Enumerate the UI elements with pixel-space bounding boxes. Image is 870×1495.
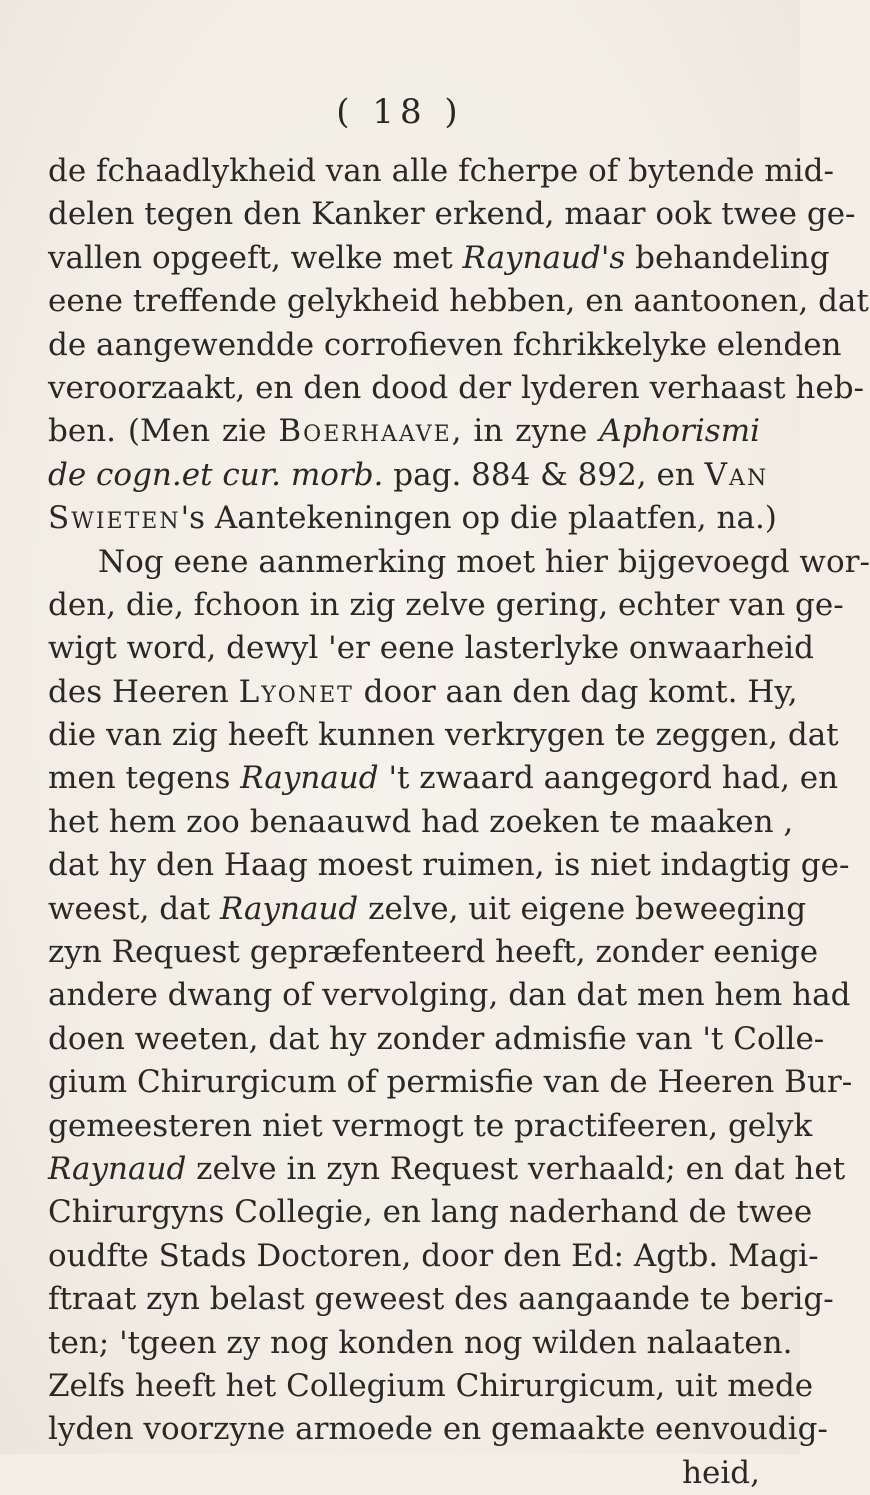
text-segment: ftraat zyn belast geweest des aangaande te berig- [48, 1281, 834, 1318]
text-segment: Lyonet [238, 673, 354, 710]
text-segment: den, die, fchoon in zig zelve gering, echter van ge- [48, 586, 844, 623]
text-segment: de fchaadlykheid van alle fcherpe of bytende mid- [48, 153, 834, 189]
text-segment: zyn Request gepræfenteerd heeft, zonder eenige [48, 934, 819, 971]
text-line [48, 844, 850, 887]
text-line [48, 367, 865, 410]
text-line [48, 454, 769, 497]
text-line [48, 150, 834, 193]
text-segment: andere dwang of vervolging, dan dat men hem had [48, 977, 851, 1014]
text-line [48, 324, 842, 367]
text-segment: de aangewendde corrofieven fchrikkelyke elenden [48, 326, 842, 363]
text-segment: Chirurgyns Collegie, en lang naderhand de twee [48, 1194, 813, 1231]
text-segment: Zelfs heeft het Collegium Chirurgicum, uit mede [48, 1367, 814, 1404]
text-segment: Swieten [48, 500, 181, 537]
text-segment: doen weeten, dat hy zonder admisfie van 't Colle- [48, 1020, 825, 1057]
text-line [48, 541, 870, 584]
text-segment: Aphorismi [599, 413, 760, 450]
text-segment: zelve, uit eigene beweeging [358, 890, 807, 927]
text-segment: zelve in zyn Request verhaald; en dat het [186, 1150, 846, 1187]
text-segment: door aan den dag komt. Hy, [353, 673, 798, 710]
text-segment: ben. (Men zie [48, 413, 279, 450]
text-segment: men tegens [48, 760, 241, 797]
text-line [48, 931, 819, 974]
text-segment: het hem zoo benaauwd had zoeken te maaken , [48, 803, 794, 840]
text-line [48, 497, 777, 540]
text-line [48, 193, 856, 236]
text-line [48, 1235, 819, 1278]
text-segment: veroorzaakt, en den dood der lyderen verhaast heb- [48, 369, 865, 406]
text-line [48, 1365, 814, 1408]
text-line [48, 1061, 853, 1104]
text-line [48, 1018, 825, 1061]
text-segment: Raynaud's [462, 239, 626, 276]
text-segment: ten; 'tgeen zy nog konden nog wilden nalaaten. [48, 1324, 793, 1361]
text-segment: delen tegen den Kanker erkend, maar ook twee ge- [48, 196, 856, 233]
text-segment: weest, dat [48, 890, 220, 927]
text-segment: Raynaud [219, 890, 359, 927]
text-line [48, 584, 844, 627]
text-segment: eene treffende gelykheid hebben, en aantoonen, dat [48, 283, 869, 320]
text-segment: 's Aantekeningen op die plaatfen, na.) [180, 500, 777, 537]
text-segment: die van zig heeft kunnen verkrygen te zeggen, dat [48, 717, 839, 754]
text-line [48, 888, 807, 931]
text-segment: gium Chirurgicum of permisfie van de Heeren Bur- [48, 1064, 853, 1101]
text-segment: dat hy den Haag moest ruimen, is niet indagtig ge- [48, 847, 850, 884]
text-segment: behandeling [625, 239, 830, 276]
text-line [48, 974, 851, 1017]
text-segment: vallen opgeeft, welke met [48, 239, 463, 276]
page-number: ( 18 ) [336, 92, 464, 132]
text-segment: lyden voorzyne armoede en gemaakte eenvoudig- [48, 1411, 828, 1448]
text-segment: gemeesteren niet vermogt te practifeeren, gelyk [48, 1107, 813, 1144]
text-segment: Nog eene aanmerking moet hier bijgevoegd wor- [98, 543, 870, 580]
text-line [48, 671, 798, 714]
text-segment: , in zyne [451, 413, 600, 450]
text-line [48, 801, 794, 844]
text-line [48, 714, 839, 757]
text-line [48, 410, 760, 453]
text-segment: des Heeren [48, 673, 239, 710]
text-line [48, 1322, 793, 1365]
text-segment: heid, [682, 1454, 760, 1491]
body-text [48, 150, 870, 1495]
text-line [48, 1105, 813, 1148]
text-segment: wigt word, dewyl 'er eene lasterlyke onwaarheid [48, 630, 814, 667]
text-segment: Boerhaave [278, 413, 452, 450]
text-line [48, 1452, 760, 1495]
text-line [48, 757, 839, 800]
text-line [48, 627, 814, 670]
text-line [48, 1278, 834, 1321]
text-segment: oudfte Stads Doctoren, door den Ed: Agtb. Magi- [48, 1237, 819, 1274]
text-line [48, 1408, 828, 1451]
text-segment: Van [704, 456, 769, 493]
text-segment: pag. 884 & 892, en [383, 456, 705, 493]
text-segment: de cogn.et cur. morb. [48, 456, 384, 493]
text-line [48, 237, 830, 280]
text-line [48, 1148, 846, 1191]
text-segment: Raynaud [240, 760, 379, 797]
text-segment: Raynaud [48, 1150, 187, 1187]
text-line [48, 1191, 813, 1234]
text-segment: 't zwaard aangegord had, en [378, 760, 839, 797]
text-line [48, 280, 869, 323]
